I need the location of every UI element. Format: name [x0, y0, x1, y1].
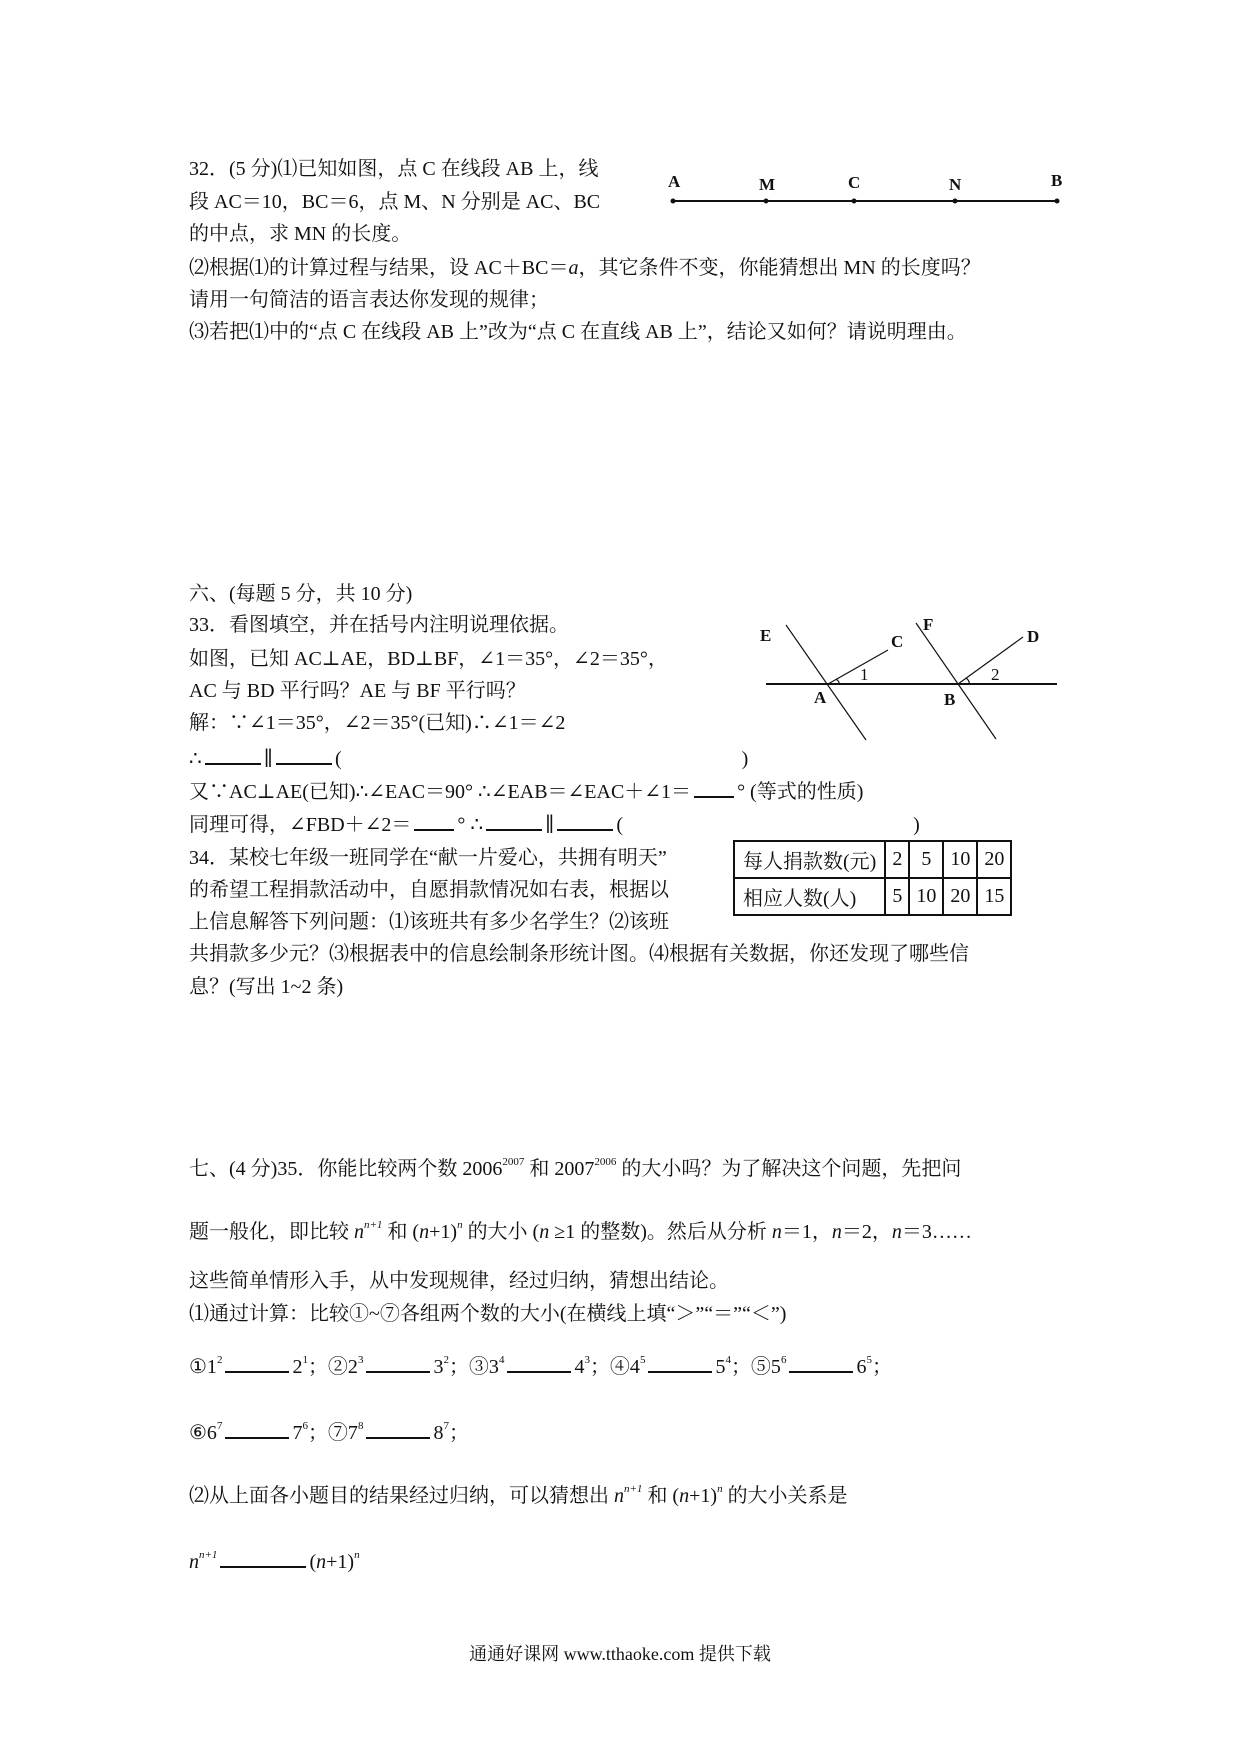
- text-run: (: [334, 748, 342, 770]
- text-run: ＝1，: [781, 1221, 832, 1243]
- text-run: +1): [429, 1221, 458, 1243]
- answer-blank[interactable]: [276, 745, 332, 765]
- math-variable: a: [568, 257, 579, 279]
- q35-line: [189, 1419, 469, 1446]
- answer-blank[interactable]: [225, 1419, 289, 1439]
- text-run: 的中点，求 MN 的长度。: [189, 223, 412, 245]
- text-run: 33．看图填空，并在括号内注明说理依据。: [189, 614, 569, 636]
- text-run: 7: [292, 1422, 303, 1444]
- superscript: n: [717, 1483, 723, 1495]
- q35-line: [189, 1353, 892, 1380]
- q34-line: [189, 845, 667, 871]
- text-run: ＝3……: [901, 1221, 972, 1243]
- text-run: 的大小关系是: [722, 1485, 848, 1507]
- text-run: (: [309, 1551, 317, 1573]
- text-run: ；: [871, 1356, 892, 1378]
- text-run: 又∵AC⊥AE(已知)∴∠EAC＝90° ∴∠EAB＝∠EAC＋∠1＝: [189, 781, 692, 803]
- table-cell: 10: [943, 841, 977, 878]
- q35-line: [189, 1156, 961, 1182]
- text-run: ): [913, 814, 920, 836]
- q33-line: [189, 612, 569, 638]
- text-run: 和 2007: [524, 1158, 595, 1180]
- table-row: [734, 841, 1011, 878]
- q34-line: [189, 941, 969, 967]
- point-label-f: F: [923, 615, 934, 634]
- text-run: ⑵根据⑴的计算过程与结果，设 AC＋BC＝: [189, 257, 569, 279]
- text-run: ；③3: [448, 1356, 499, 1378]
- q32-line: [189, 287, 549, 313]
- text-run: 如图，已知 AC⊥AE，BD⊥BF，∠1＝35°，∠2＝35°，: [189, 648, 668, 670]
- superscript: 5: [639, 1354, 646, 1366]
- answer-blank[interactable]: [225, 1353, 289, 1373]
- superscript: n+1: [364, 1219, 383, 1231]
- superscript: 3: [584, 1354, 590, 1366]
- text-run: 解：∵∠1＝35°，∠2＝35°(已知)∴∠1＝∠2: [189, 712, 566, 734]
- superscript: n: [354, 1549, 360, 1561]
- math-variable: n: [891, 1221, 902, 1243]
- q34-line: [189, 974, 343, 1000]
- table-cell: 5: [885, 878, 909, 915]
- text-run: 8: [433, 1422, 444, 1444]
- answer-blank[interactable]: [648, 1353, 712, 1373]
- q32-line: [189, 189, 600, 215]
- q35-line: [189, 1483, 848, 1509]
- point-label-n: N: [949, 175, 962, 194]
- answer-blank[interactable]: [366, 1353, 430, 1373]
- text-run: ∥: [263, 748, 273, 770]
- superscript: n+1: [624, 1483, 643, 1495]
- text-run: ° ∴: [457, 814, 484, 836]
- q34-line: [189, 877, 669, 903]
- q32-line: [189, 221, 411, 247]
- text-run: ° (等式的性质): [737, 781, 864, 803]
- point-label-d: D: [1027, 627, 1040, 646]
- superscript: 2: [443, 1354, 449, 1366]
- q32-line: [189, 255, 981, 281]
- text-run: 5: [715, 1356, 726, 1378]
- angle-diagram: [750, 610, 1070, 750]
- superscript: 4: [498, 1354, 505, 1366]
- q32-line: [189, 319, 967, 345]
- superscript: 4: [725, 1354, 731, 1366]
- answer-blank[interactable]: [414, 811, 454, 831]
- superscript: 5: [866, 1354, 872, 1366]
- q33-line: [189, 778, 863, 805]
- text-run: ): [741, 748, 749, 770]
- q35-line: [189, 1219, 972, 1245]
- text-run: 的大小 (: [462, 1221, 540, 1243]
- math-variable: n: [419, 1221, 430, 1243]
- text-run: 七、(4 分)35．你能比较两个数 2006: [189, 1158, 503, 1180]
- q34-line: [189, 909, 669, 935]
- text-run: 4: [574, 1356, 585, 1378]
- math-variable: n: [831, 1221, 842, 1243]
- angle-label-2: 2: [991, 665, 1000, 684]
- text-run: 和 (: [642, 1485, 680, 1507]
- superscript: 8: [357, 1420, 364, 1432]
- angle-label-1: 1: [860, 665, 869, 684]
- text-run: 32．(5 分)⑴已知如图，点 C 在线段 AB 上，线: [189, 158, 599, 180]
- text-run: ∥: [545, 814, 555, 836]
- section-6-heading: 六、(每题 5 分，共 10 分): [189, 583, 413, 605]
- math-variable: n: [614, 1485, 624, 1507]
- text-run: 的大小吗？为了解决这个问题，先把问: [616, 1158, 962, 1180]
- text-run: 的希望工程捐款活动中，自愿捐款情况如右表，根据以: [189, 879, 669, 901]
- math-variable: n: [679, 1485, 690, 1507]
- superscript: n: [457, 1219, 463, 1231]
- table-cell: 20: [943, 878, 977, 915]
- q33-line: [189, 710, 565, 736]
- superscript: 2007: [502, 1156, 525, 1168]
- answer-blank[interactable]: [694, 778, 734, 798]
- text-run: 和 (: [382, 1221, 420, 1243]
- donation-table: [733, 840, 1012, 916]
- text-run: 共捐款多少元？⑶根据表中的信息绘制条形统计图。⑷根据有关数据，你还发现了哪些信: [189, 943, 969, 965]
- text-run: ；⑤5: [730, 1356, 781, 1378]
- math-variable: n: [354, 1221, 364, 1243]
- text-run: ⑶若把⑴中的“点 C 在线段 AB 上”改为“点 C 在直线 AB 上”，结论又如何？请说明理由。: [189, 321, 967, 343]
- text-run: (: [616, 814, 624, 836]
- q33-line: [189, 745, 748, 772]
- answer-blank[interactable]: [789, 1353, 853, 1373]
- point-label-a: A: [814, 688, 827, 707]
- text-run: ＝2，: [841, 1221, 892, 1243]
- table-cell: 10: [909, 878, 943, 915]
- text-run: ≥1 的整数)。然后从分析: [549, 1221, 772, 1243]
- point-label-m: M: [759, 175, 776, 194]
- parallel-lines-figure: [750, 610, 1070, 750]
- answer-blank[interactable]: [507, 1353, 571, 1373]
- point-label-a: A: [668, 172, 681, 191]
- math-variable: n: [189, 1551, 199, 1573]
- text-run: 2: [292, 1356, 303, 1378]
- superscript: n+1: [199, 1549, 218, 1561]
- text-run: 息？(写出 1~2 条): [189, 976, 344, 998]
- text-run: 请用一句简洁的语言表达你发现的规律；: [189, 289, 549, 311]
- point-label-b: B: [1051, 171, 1063, 190]
- segment-ab-diagram: [660, 165, 1080, 215]
- point-label-b: B: [944, 690, 956, 709]
- text-run: ；④4: [589, 1356, 640, 1378]
- text-run: ，其它条件不变，你能猜想出 MN 的长度吗？: [578, 257, 981, 279]
- table-row: [734, 878, 1011, 915]
- table-cell: 15: [977, 878, 1011, 915]
- table-cell: 每人捐款数(元): [734, 841, 885, 878]
- superscript: 2006: [594, 1156, 617, 1168]
- math-variable: n: [316, 1551, 327, 1573]
- superscript: 1: [302, 1354, 308, 1366]
- text-run: ①1: [189, 1356, 217, 1378]
- point-label-e: E: [760, 626, 772, 645]
- text-run: 3: [433, 1356, 444, 1378]
- text-run: ∴: [189, 748, 202, 770]
- table-cell: 相应人数(人): [734, 878, 885, 915]
- q33-line: [189, 646, 668, 672]
- answer-blank[interactable]: [366, 1419, 430, 1439]
- q33-line: [189, 678, 526, 704]
- text-run: 题一般化，即比较: [189, 1221, 354, 1243]
- text-run: ；②2: [307, 1356, 358, 1378]
- answer-blank[interactable]: [220, 1548, 306, 1568]
- superscript: 6: [302, 1420, 308, 1432]
- text-run: AC 与 BD 平行吗？AE 与 BF 平行吗？: [189, 680, 526, 702]
- answer-blank[interactable]: [205, 745, 261, 765]
- table-cell: 20: [977, 841, 1011, 878]
- math-variable: n: [539, 1221, 550, 1243]
- superscript: 7: [443, 1420, 449, 1432]
- answer-blank[interactable]: [486, 811, 542, 831]
- text-run: ⑴通过计算：比较①~⑦各组两个数的大小(在横线上填“＞”“＝”“＜”): [189, 1303, 787, 1325]
- point-label-c: C: [891, 632, 904, 651]
- superscript: 7: [216, 1420, 223, 1432]
- q33-line: [189, 811, 920, 838]
- q32-line: [189, 156, 598, 182]
- text-run: 这些简单情形入手，从中发现规律，经过归纳，猜想出结论。: [189, 1270, 729, 1292]
- text-run: ⑥6: [189, 1422, 217, 1444]
- text-run: 上信息解答下列问题：⑴该班共有多少名学生？⑵该班: [189, 911, 669, 933]
- text-run: 6: [856, 1356, 867, 1378]
- text-run: ⑵从上面各小题目的结果经过归纳，可以猜想出: [189, 1485, 614, 1507]
- text-run: 34．某校七年级一班同学在“献一片爱心，共拥有明天”: [189, 847, 667, 869]
- segment-figure: [660, 165, 1080, 215]
- answer-blank[interactable]: [557, 811, 613, 831]
- math-variable: n: [771, 1221, 782, 1243]
- q35-line: [189, 1301, 786, 1327]
- text-run: 同理可得，∠FBD＋∠2＝: [189, 814, 412, 836]
- table-cell: 5: [909, 841, 943, 878]
- superscript: 6: [780, 1354, 787, 1366]
- text-run: ；⑦7: [307, 1422, 358, 1444]
- text-run: 段 AC＝10，BC＝6，点 M、N 分别是 AC、BC: [189, 191, 601, 213]
- q35-line: [189, 1268, 729, 1294]
- text-run: +1): [689, 1485, 718, 1507]
- q35-line: [189, 1548, 360, 1575]
- point-label-c: C: [848, 173, 861, 192]
- text-run: ；: [448, 1422, 469, 1444]
- footer-source: 通通好课网 www.tthaoke.com 提供下载: [469, 1644, 771, 1664]
- superscript: 3: [357, 1354, 364, 1366]
- superscript: 2: [216, 1354, 223, 1366]
- table-cell: 2: [885, 841, 909, 878]
- text-run: +1): [326, 1551, 355, 1573]
